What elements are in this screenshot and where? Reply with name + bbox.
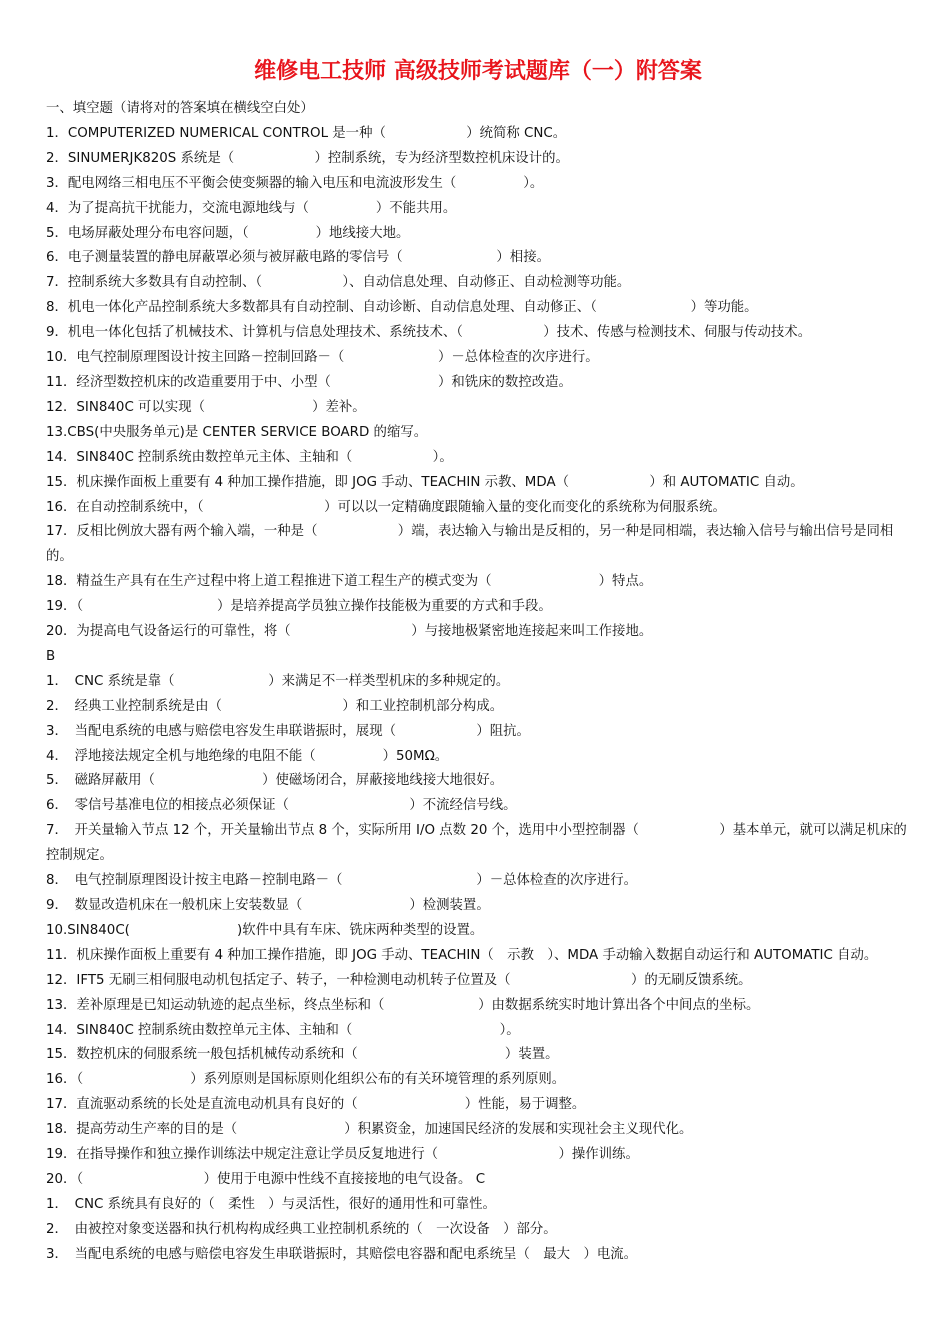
question-line: 2．SINUMERJK820S 系统是（ ）控制系统，专为经济型数控机床设计的。 [46, 150, 569, 166]
question-line: 6．电子测量装置的静电屏蔽罩必须与被屏蔽电路的零信号（ ）相接。 [46, 250, 550, 266]
question-line: 3． 当配电系统的电感与赔偿电容发生串联谐振时，展现（ ）阻抗。 [46, 723, 530, 739]
question-line: 3．配电网络三相电压不平衡会使变频器的输入电压和电流波形发生（ ）。 [46, 175, 544, 191]
question-line: 18．提高劳动生产率的目的是（ ）积累资金，加速国民经济的发展和实现社会主义现代化。 [46, 1122, 693, 1138]
question-line: 14．SIN840C 控制系统由数控单元主体、主轴和（ ）。 [46, 449, 453, 465]
question-line: 9． 数显改造机床在一般机床上安装数显（ ）检测装置。 [46, 898, 490, 913]
question-line: 3． 当配电系统的电感与赔偿电容发生串联谐振时，其赔偿电容器和配电系统呈（ 最大 ）电流。 [46, 1246, 638, 1262]
question-line: 13.CBS(中央服务单元)是 CENTER SERVICE BOARD 的缩写。 [46, 424, 428, 440]
question-line: 11．经济型数控机床的改造重要用于中、小型（ ）和铣床的数控改造。 [46, 374, 572, 390]
question-line: B [46, 648, 56, 664]
question-line: 15．机床操作面板上重要有 4 种加工操作措施，即 JOG 手动、TEACHIN 示教、MDA（ ）和 AUTOMATIC 自动。 [46, 474, 804, 490]
question-line: 2． 由被控对象变送器和执行机构构成经典工业控制机系统的（ 一次设备 ）部分。 [46, 1221, 557, 1237]
question-line: 4． 浮地接法规定全机与地绝缘的电阻不能（ ）50MΩ。 [46, 748, 449, 764]
question-line: 19．在指导操作和独立操作训练法中规定注意让学员反复地进行（ ）操作训练。 [46, 1147, 639, 1163]
question-line: 2． 经典工业控制系统是由（ ）和工业控制机部分构成。 [46, 698, 504, 714]
question-line: 18．精益生产具有在生产过程中将上道工程推进下道工程生产的模式变为（ ）特点。 [46, 574, 653, 590]
question-line: 20．（ ）使用于电源中性线不直接接地的电气设备。 C [46, 1171, 486, 1187]
question-line: 8．机电一体化产品控制系统大多数都具有自动控制、自动诊断、自动信息处理、自动修正、（ ）等功能。 [46, 300, 758, 316]
question-line: 10.SIN840C( )软件中具有车床、铣床两种类型的设置。 [46, 922, 484, 938]
document-title: 维修电工技师 高级技师考试题库（一）附答案 [254, 59, 702, 84]
question-line: 14．SIN840C 控制系统由数控单元主体、主轴和（ ）。 [46, 1022, 520, 1038]
question-line: 15．数控机床的伺服系统一般包括机械传动系统和（ ）装置。 [46, 1047, 559, 1063]
question-line: 1．COMPUTERIZED NUMERICAL CONTROL 是一种（ ）统简称 CNC。 [46, 125, 567, 141]
question-line: 8． 电气控制原理图设计按主电路－控制电路－（ ）－总体检查的次序进行。 [46, 873, 638, 889]
question-line: 1． CNC 系统具有良好的（ 柔性 ）与灵活性，很好的通用性和可靠性。 [46, 1196, 496, 1212]
question-line: 7． 开关量输入节点 12 个，开关量输出节点 8 个，实际所用 I/O 点数 20 个，选用中小型控制器（ ）基本单元，就可以满足机床的控制规定。 [46, 823, 907, 864]
question-line: 16．（ ）系列原则是国标原则化组织公布的有关环境管理的系列原则。 [46, 1072, 566, 1088]
question-line: 12．SIN840C 可以实现（ ）差补。 [46, 399, 366, 415]
question-line: 19．（ ）是培养提高学员独立操作技能极为重要的方式和手段。 [46, 599, 552, 615]
question-line: 12．IFT5 无刷三相伺服电动机包括定子、转子，一种检测电动机转子位置及（ ）的无刷反馈系统。 [46, 972, 752, 988]
question-line: 17．反相比例放大器有两个输入端，一种是（ ）端，表达输入与输出是反相的，另一种是同相端，表达输入信号与输出信号是同相的。 [46, 524, 894, 565]
question-line: 10．电气控制原理图设计按主回路－控制回路－（ ）－总体检查的次序进行。 [46, 350, 599, 366]
section-heading: 一、填空题（请将对的答案填在横线空白处） [46, 101, 314, 116]
question-line: 9．机电一体化包括了机械技术、计算机与信息处理技术、系统技术、（ ）技术、传感与检测技术、伺服与传动技术。 [46, 325, 812, 341]
question-line: 5．电场屏蔽处理分布电容问题，（ ）地线接大地。 [46, 225, 410, 241]
question-line: 6． 零信号基准电位的相接点必须保证（ ）不流经信号线。 [46, 798, 517, 814]
question-line: 4．为了提高抗干扰能力，交流电源地线与（ ）不能共用。 [46, 200, 457, 216]
question-line: 1． CNC 系统是靠（ ）来满足不一样类型机床的多种规定的。 [46, 673, 510, 689]
question-list [46, 97, 910, 1268]
question-line: 7．控制系统大多数具有自动控制、（ ）、自动信息处理、自动修正、自动检测等功能。 [46, 275, 631, 291]
question-line: 13．差补原理是已知运动轨迹的起点坐标，终点坐标和（ ）由数据系统实时地计算出各个中间点的坐标。 [46, 997, 760, 1013]
question-line: 11．机床操作面板上重要有 4 种加工操作措施，即 JOG 手动、TEACHIN（ 示教 ）、MDA 手动输入数据自动运行和 AUTOMATIC 自动。 [46, 947, 878, 963]
question-line: 17．直流驱动系统的长处是直流电动机具有良好的（ ）性能，易于调整。 [46, 1097, 586, 1113]
question-line: 16．在自动控制系统中，（ ）可以以一定精确度跟随输入量的变化而变化的系统称为伺服系统。 [46, 499, 726, 515]
question-line: 5． 磁路屏蔽用（ ）使磁场闭合，屏蔽接地线接大地很好。 [46, 773, 504, 789]
question-line: 20．为提高电气设备运行的可靠性，将（ ）与接地极紧密地连接起来叫工作接地。 [46, 624, 653, 640]
